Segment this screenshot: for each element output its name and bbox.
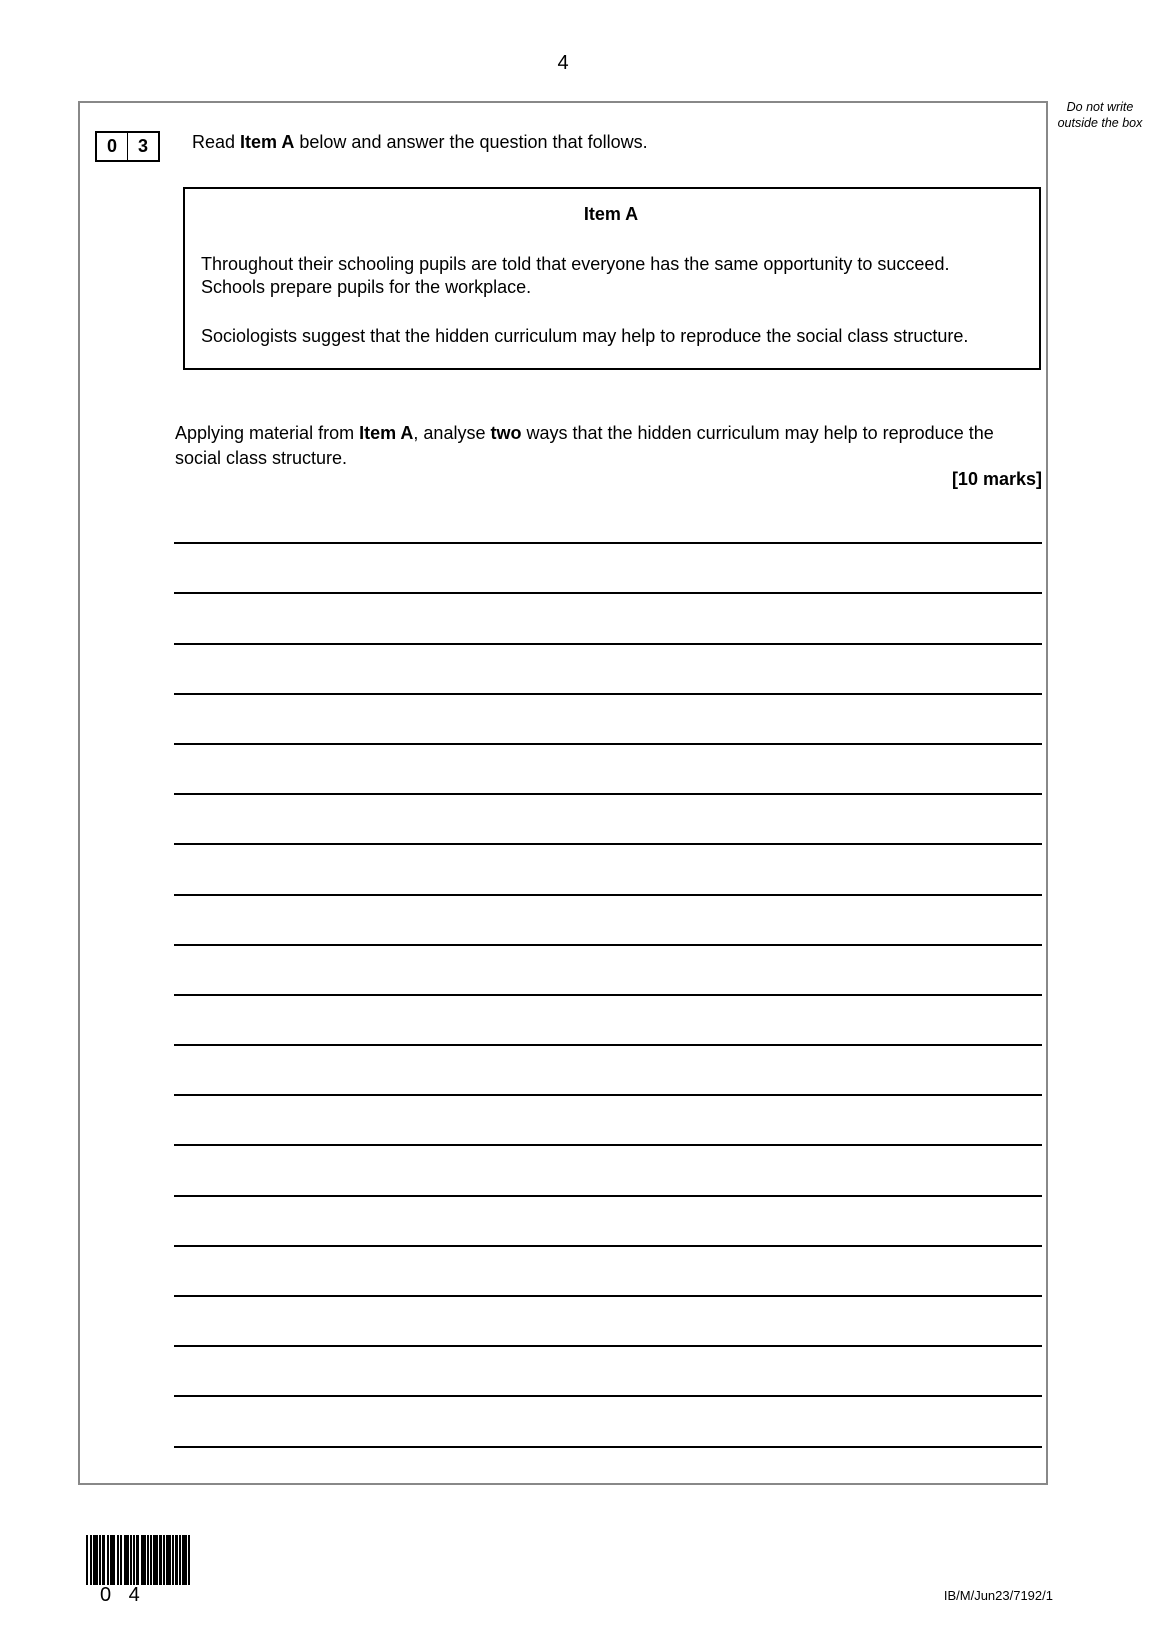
text-segment: Read <box>192 132 241 152</box>
text-segment: , analyse <box>413 423 491 443</box>
barcode-label: 0 4 <box>100 1584 146 1606</box>
text-segment: Item A <box>240 132 295 152</box>
answer-line <box>174 1146 1042 1196</box>
answer-line <box>174 645 1042 695</box>
answer-line <box>174 946 1042 996</box>
barcode <box>86 1535 196 1606</box>
question-prompt <box>175 421 1042 471</box>
paper-reference: IB/M/Jun23/7192/1 <box>943 1588 1053 1603</box>
text-segment: two <box>490 423 522 443</box>
item-a-paragraph: Sociologists suggest that the hidden curriculum may help to reproduce the social class structure. <box>201 326 969 346</box>
barcode-icon <box>86 1535 190 1585</box>
answer-line <box>174 1297 1042 1347</box>
answer-line <box>174 544 1042 594</box>
question-number-digit: 3 <box>127 133 158 160</box>
text-segment: Applying material from <box>175 423 360 443</box>
item-a-paragraph: Throughout their schooling pupils are told that everyone has the same opportunity to succeed. Schools prepare pupils for the workplace. <box>201 254 960 297</box>
item-a-title: Item A <box>583 204 639 224</box>
answer-line <box>174 1046 1042 1096</box>
do-not-write-note: Do not write outside the box <box>1057 100 1143 130</box>
answer-line <box>174 1397 1042 1447</box>
page-number: 4 <box>557 52 569 74</box>
question-panel <box>78 101 1048 1485</box>
answer-line <box>174 1247 1042 1297</box>
answer-line <box>174 1347 1042 1397</box>
question-number-digit: 0 <box>106 136 117 156</box>
answer-line <box>174 845 1042 895</box>
answer-lines-area <box>174 494 1042 1448</box>
answer-line <box>174 996 1042 1046</box>
text-segment: Item A <box>359 423 414 443</box>
answer-line <box>174 896 1042 946</box>
answer-line <box>174 494 1042 544</box>
question-intro <box>192 130 648 154</box>
answer-line <box>174 1096 1042 1146</box>
marks-label: [10 marks] <box>951 469 1042 489</box>
answer-line <box>174 594 1042 644</box>
answer-line <box>174 745 1042 795</box>
question-number-box <box>95 131 160 162</box>
item-a-box <box>183 187 1041 370</box>
text-segment: below and answer the question that follows. <box>294 132 648 152</box>
answer-line <box>174 1197 1042 1247</box>
answer-line <box>174 795 1042 845</box>
answer-line <box>174 695 1042 745</box>
text-segment: ways that the hidden curriculum may help to reproduce the social class structure. <box>175 423 994 468</box>
